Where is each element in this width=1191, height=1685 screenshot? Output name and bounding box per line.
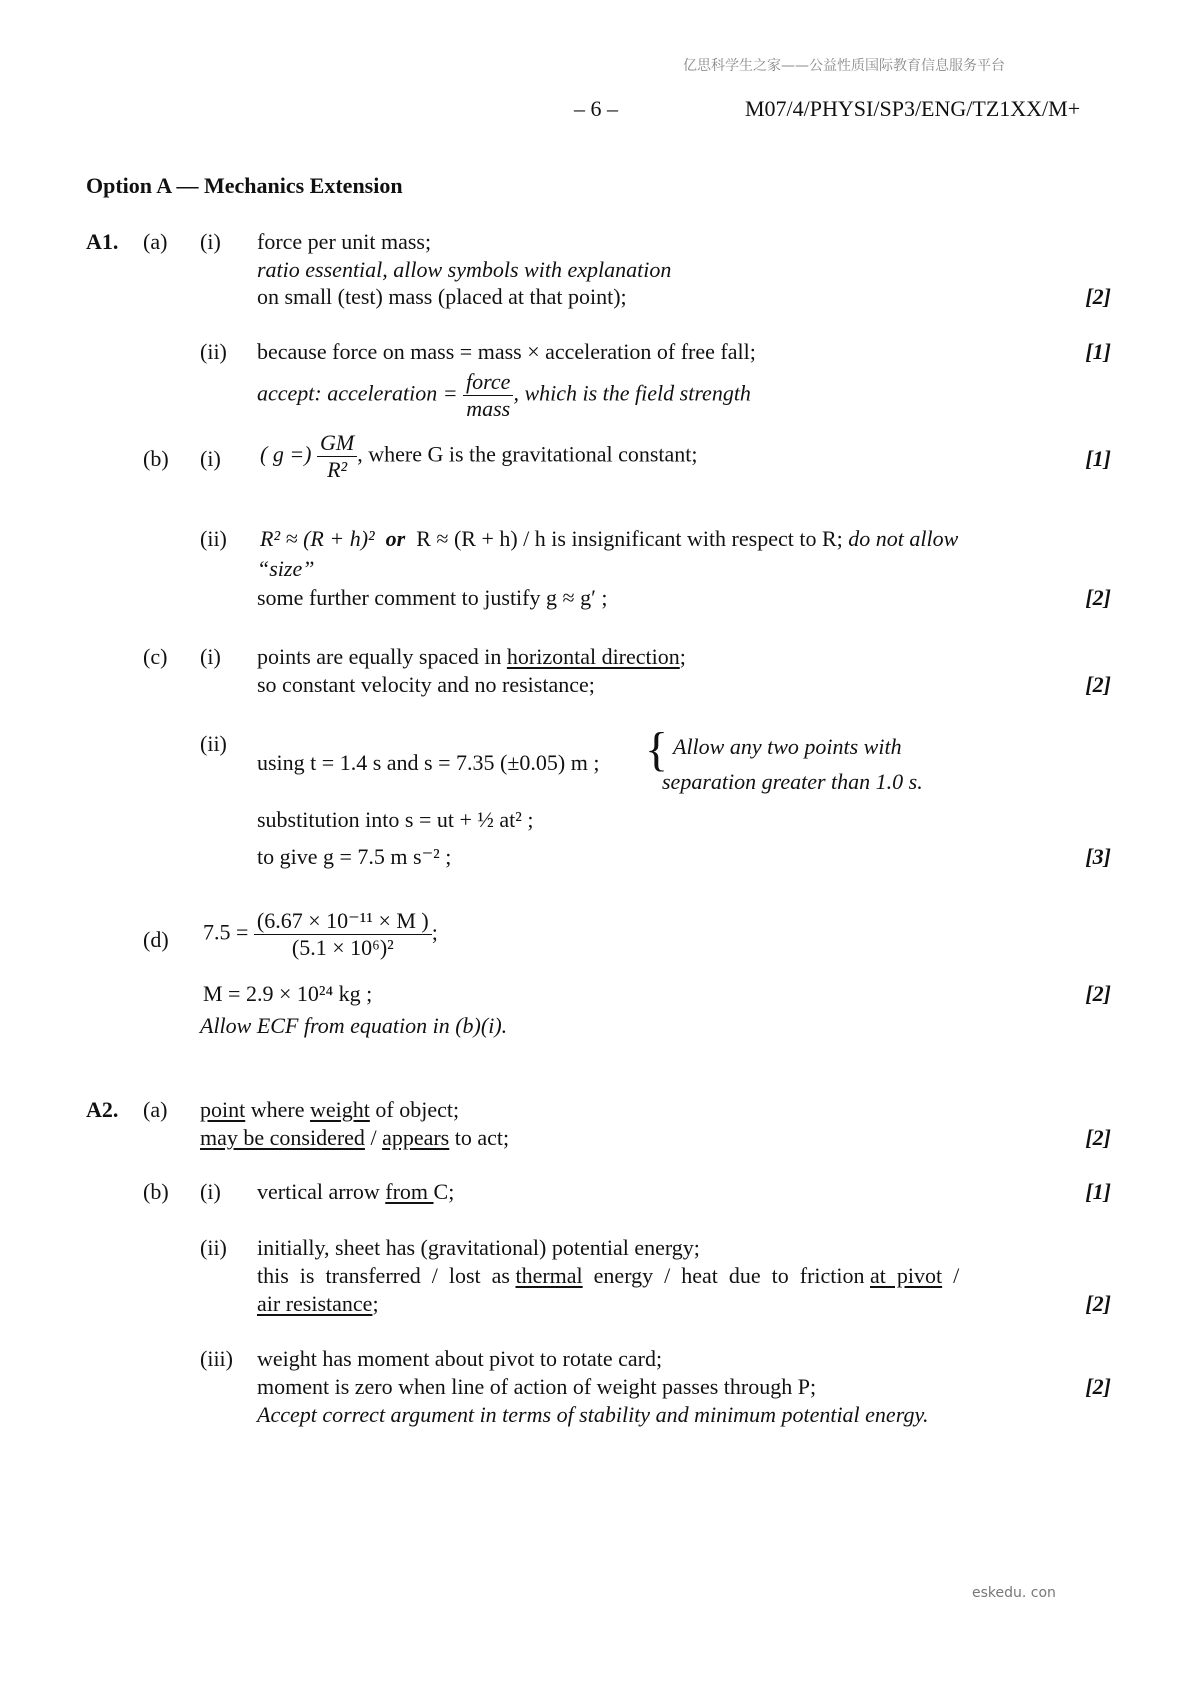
footer-site: eskedu. con: [972, 1585, 1056, 1601]
subpart-label-a1-b-i: (i): [200, 446, 221, 471]
marks: [2]: [1085, 672, 1111, 697]
answer-line: M = 2.9 × 10²⁴ kg ;: [203, 981, 373, 1006]
marks: [1]: [1085, 1179, 1111, 1204]
answer-line: using t = 1.4 s and s = 7.35 (±0.05) m ;: [257, 750, 600, 775]
question-label-a2: A2.: [86, 1097, 119, 1122]
part-label-a1-b: (b): [143, 446, 169, 471]
fraction: $\frac{GM}{\text{R²}}$: [317, 430, 357, 483]
brace: {: [645, 723, 669, 776]
subpart-label-a1-a-i: (i): [200, 229, 221, 254]
page-number: – 6 –: [574, 96, 618, 121]
subpart-label-a1-c-ii: (ii): [200, 731, 227, 756]
part-label-a2-b: (b): [143, 1179, 169, 1204]
part-label-a1-a: (a): [143, 229, 168, 254]
subpart-label-a2-b-iii: (iii): [200, 1346, 233, 1371]
answer-line: point where weight of object;: [200, 1097, 460, 1122]
part-label-a2-a: (a): [143, 1097, 168, 1122]
answer-formula: ( g =) $\frac{GM}{\text{R²}}$ , where G is the gravitational constant;: [260, 430, 698, 482]
fraction: $\frac{\text{(6.67 × 10⁻¹¹ × M )}}{\text{(5.1 × 10⁶)²}}$: [254, 908, 432, 961]
part-label-a1-d: (d): [143, 927, 169, 952]
answer-line: initially, sheet has (gravitational) potential energy;: [257, 1235, 700, 1260]
examiner-note: “size”: [257, 556, 315, 581]
marks: [2]: [1085, 1125, 1111, 1150]
question-label-a1: A1.: [86, 229, 119, 254]
marks: [1]: [1085, 339, 1111, 364]
marks: [2]: [1085, 1291, 1111, 1316]
page-title: Option A — Mechanics Extension: [86, 173, 403, 198]
fraction: $\frac{\text{force}}{\text{mass}}$: [463, 369, 513, 422]
examiner-note: Allow ECF from equation in (b)(i).: [200, 1013, 508, 1038]
watermark: 亿思科学生之家——公益性质国际教育信息服务平台: [683, 58, 1005, 74]
answer-line: on small (test) mass (placed at that point);: [257, 284, 627, 309]
answer-line: substitution into s = ut + ½ at² ;: [257, 807, 534, 832]
examiner-note: ratio essential, allow symbols with explanation: [257, 257, 672, 282]
subpart-label-a2-b-i: (i): [200, 1179, 221, 1204]
accept-note: accept: acceleration = $\frac{\text{force}}{\text{mass}}$ , which is the field strength: [257, 369, 751, 421]
answer-line: weight has moment about pivot to rotate card;: [257, 1346, 663, 1371]
part-label-a1-c: (c): [143, 644, 168, 669]
marks: [2]: [1085, 1374, 1111, 1399]
answer-formula: 7.5 = $\frac{\text{(6.67 × 10⁻¹¹ × M )}}{\text{(5.1 × 10⁶)²}}$ ;: [203, 908, 438, 960]
answer-line: vertical arrow from C;: [257, 1179, 455, 1204]
marks: [2]: [1085, 585, 1111, 610]
marks: [2]: [1085, 981, 1111, 1006]
subpart-label-a1-c-i: (i): [200, 644, 221, 669]
answer-line: moment is zero when line of action of weight passes through P;: [257, 1374, 817, 1399]
marks: [2]: [1085, 284, 1111, 309]
answer-line: force per unit mass;: [257, 229, 432, 254]
subpart-label-a1-b-ii: (ii): [200, 526, 227, 551]
examiner-note: Allow any two points with: [673, 734, 902, 759]
marks: [3]: [1085, 844, 1111, 869]
answer-line: some further comment to justify g ≈ g′ ;: [257, 585, 608, 610]
subpart-label-a1-a-ii: (ii): [200, 339, 227, 364]
answer-line: to give g = 7.5 m s⁻² ;: [257, 844, 452, 869]
answer-line: because force on mass = mass × acceleration of free fall;: [257, 339, 756, 364]
answer-line: points are equally spaced in horizontal direction;: [257, 644, 686, 669]
answer-line: this is transferred / lost as thermal energy / heat due to friction at pivot /: [257, 1263, 960, 1288]
paper-code: M07/4/PHYSI/SP3/ENG/TZ1XX/M+: [745, 96, 1081, 121]
subpart-label-a2-b-ii: (ii): [200, 1235, 227, 1260]
answer-line: air resistance;: [257, 1291, 379, 1316]
examiner-note: separation greater than 1.0 s.: [662, 769, 923, 794]
answer-line: so constant velocity and no resistance;: [257, 672, 595, 697]
answer-line: may be considered / appears to act;: [200, 1125, 510, 1150]
answer-line: R² ≈ (R + h)² or R ≈ (R + h) / h is insignificant with respect to R; do not allow: [260, 526, 959, 551]
marks: [1]: [1085, 446, 1111, 471]
examiner-note: Accept correct argument in terms of stability and minimum potential energy.: [257, 1402, 929, 1427]
